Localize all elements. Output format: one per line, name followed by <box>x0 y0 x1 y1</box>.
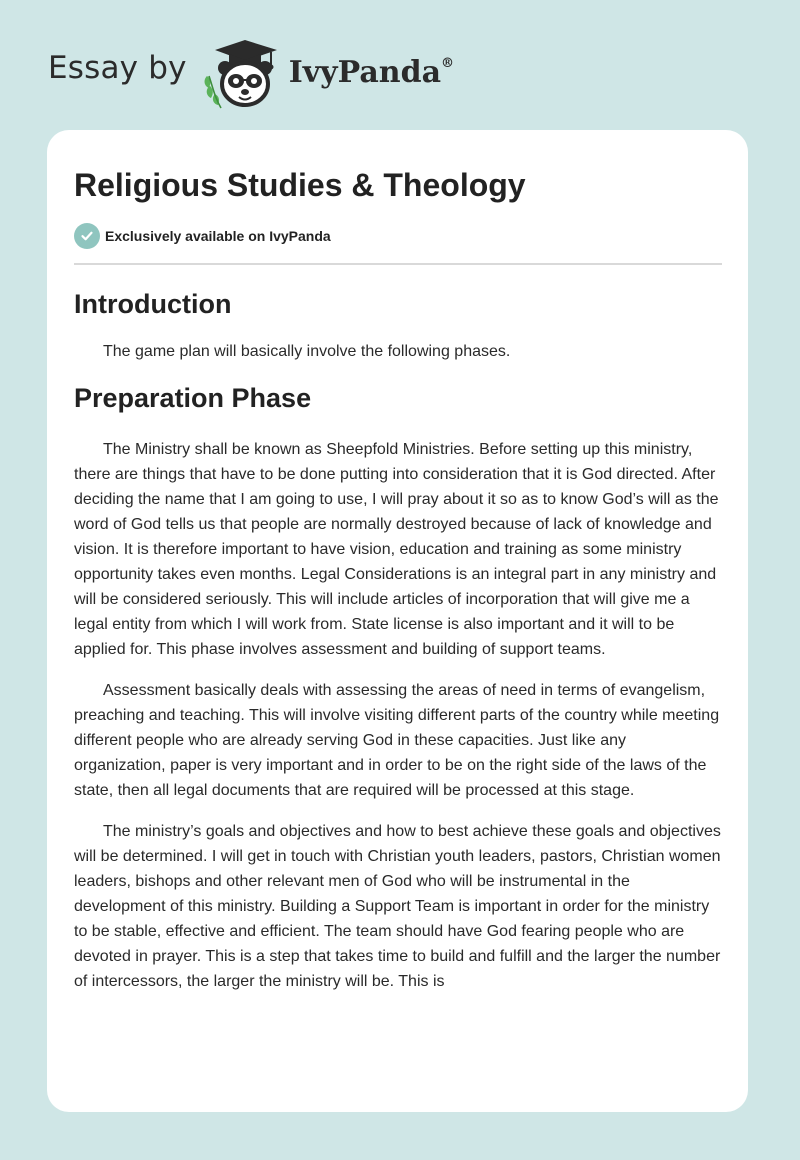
brand-name[interactable] <box>289 55 454 90</box>
paragraph: Assessment basically deals with assessing the areas of need in terms of evangelism, preaching and teaching. This will involve visiting different parts of the country while meeting different people who are already serving God in these capacities. Just like any organization, paper is very important and in order to be on the right side of the laws of the state, then all legal documents that are required will be processed at this stage. <box>74 682 720 799</box>
brand-text: IvyPanda <box>288 54 442 90</box>
essay-by-label: Essay by <box>48 50 187 86</box>
badge-label: Exclusively available on IvyPanda <box>105 228 331 244</box>
check-circle-icon <box>74 223 100 249</box>
registered-mark: ® <box>441 55 455 71</box>
panda-graduate-logo[interactable] <box>201 36 283 112</box>
exclusive-badge <box>74 222 722 250</box>
section-heading-introduction: Introduction <box>74 289 232 319</box>
section-heading-preparation-phase: Preparation Phase <box>74 383 312 413</box>
site-header <box>48 34 454 114</box>
paragraph: The ministry’s goals and objectives and how to best achieve these goals and objectives will be determined. I will get in touch with Christian youth leaders, pastors, Christian women leaders, bishops and other relevant men of God who will be instrumental in the development of this ministry. Building a Support Team is important in order for the ministry to be stable, effective and efficient. The team should have God fearing people who are devoted in prayer. This is a step that takes time to build and fulfill and the larger the number of intercessors, the larger the ministry will be. This is <box>74 823 721 990</box>
divider <box>74 263 722 265</box>
paragraph: The Ministry shall be known as Sheepfold Ministries. Before setting up this ministry, there are things that have to be done putting into consideration that it is God directed. After deciding the name that I am going to use, I will pray about it so as to know God’s will as the word of God tells us that people are normally destroyed because of lack of knowledge and vision. It is therefore important to have vision, education and training as some ministry opportunity takes even months. Legal Considerations is an integral part in any ministry and will be considered seriously. This will include articles of incorporation that will give me a legal entity from which I will work from. State license is also important and it will to be applied for. This phase involves assessment and building of support teams. <box>74 441 719 658</box>
essay-card <box>47 130 748 1112</box>
page-title: Religious Studies & Theology <box>74 167 526 203</box>
paragraph: The game plan will basically involve the following phases. <box>103 343 511 360</box>
ivy-leaf-icon <box>204 76 220 108</box>
